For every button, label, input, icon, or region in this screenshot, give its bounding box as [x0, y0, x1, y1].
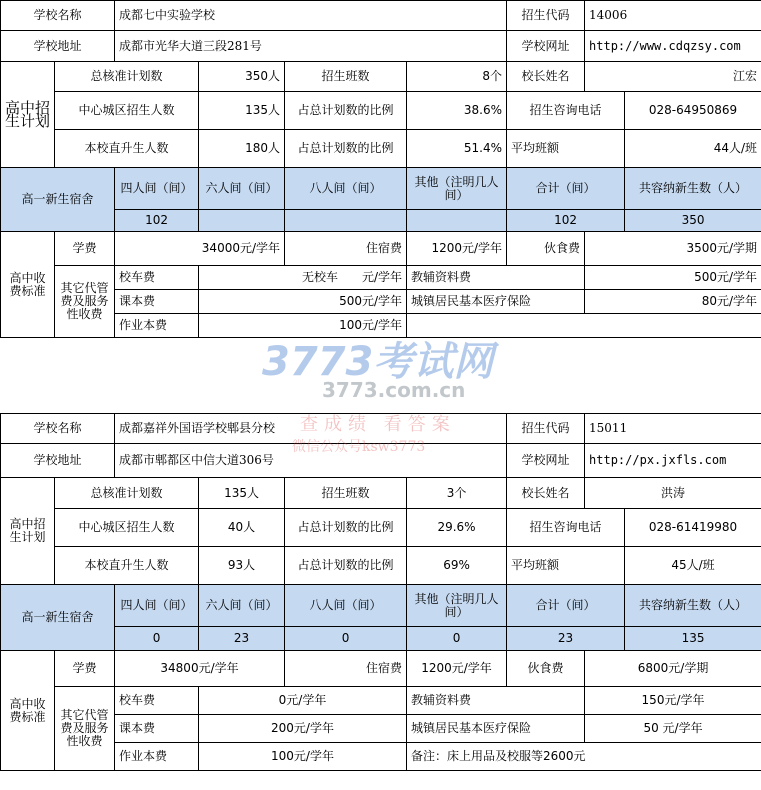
- enroll-code-value: 15011: [585, 414, 761, 444]
- dorm-value-capacity: 135: [625, 627, 761, 651]
- avg-class-value: 44人/班: [625, 130, 761, 168]
- dorm-value-6: 23: [199, 627, 285, 651]
- dorm-col-4: 四人间（间）: [115, 168, 199, 210]
- school-website-label: 学校网址: [507, 444, 585, 478]
- principal-label: 校长姓名: [507, 478, 585, 509]
- workbook-label: 作业本费: [115, 314, 199, 338]
- tuition-value: 34000元/学年: [115, 232, 285, 266]
- meals-label: 伙食费: [507, 232, 585, 266]
- central-ratio-label: 占总计划数的比例: [285, 92, 407, 130]
- school-table-2: [0, 413, 761, 771]
- direct-quota-label: 本校直升生人数: [55, 130, 199, 168]
- lodging-label: 住宿费: [285, 651, 407, 687]
- dorm-col-total: 合计（间）: [507, 585, 625, 627]
- dorm-value-4: 102: [115, 210, 199, 232]
- consult-phone-label: 招生咨询电话: [507, 92, 625, 130]
- dorm-value-capacity: 350: [625, 210, 761, 232]
- avg-class-label: 平均班额: [507, 130, 625, 168]
- insurance-label: 城镇居民基本医疗保险: [407, 715, 585, 743]
- note-value: [407, 314, 761, 338]
- bus-label: 校车费: [115, 266, 199, 290]
- central-quota-label: 中心城区招生人数: [55, 509, 199, 547]
- enroll-classes-label: 招生班数: [285, 478, 407, 509]
- central-ratio-value: 29.6%: [407, 509, 507, 547]
- enroll-classes-label: 招生班数: [285, 62, 407, 92]
- central-quota-value: 40人: [199, 509, 285, 547]
- direct-quota-label: 本校直升生人数: [55, 547, 199, 585]
- watermark-account: 微信公众号ksw3773: [292, 439, 426, 455]
- materials-label: 教辅资料费: [407, 266, 585, 290]
- consult-phone-value: 028-61419980: [625, 509, 761, 547]
- direct-quota-value: 93人: [199, 547, 285, 585]
- plan-group-label: 高中招生计划: [1, 62, 55, 168]
- insurance-value: 50 元/学年: [585, 715, 761, 743]
- watermark-logo: 3773考试网: [262, 339, 494, 385]
- dorm-value-6: [199, 210, 285, 232]
- dorm-col-8: 八人间（间）: [285, 585, 407, 627]
- dorm-value-other: [407, 210, 507, 232]
- dorm-value-8: 0: [285, 627, 407, 651]
- total-quota-value: 135人: [199, 478, 285, 509]
- dorm-col-other: 其他（注明几人间）: [407, 168, 507, 210]
- dorm-value-total: 102: [507, 210, 625, 232]
- textbook-value: 200元/学年: [199, 715, 407, 743]
- dorm-col-capacity: 共容纳新生数（人）: [625, 585, 761, 627]
- total-quota-label: 总核准计划数: [55, 478, 199, 509]
- school-address-value: 成都市光华大道三段281号: [115, 31, 507, 62]
- dorm-group-label: 高一新生宿舍: [1, 168, 115, 232]
- bus-value: 无校车 元/学年: [199, 266, 407, 290]
- materials-label: 教辅资料费: [407, 687, 585, 715]
- tuition-value: 34800元/学年: [115, 651, 285, 687]
- dorm-col-6: 六人间（间）: [199, 585, 285, 627]
- school-address-value: 成都市郫都区中信大道306号: [115, 444, 507, 478]
- workbook-label: 作业本费: [115, 743, 199, 771]
- other-fees-label: 其它代管费及服务性收费: [55, 266, 115, 338]
- direct-ratio-value: 69%: [407, 547, 507, 585]
- dorm-col-6: 六人间（间）: [199, 168, 285, 210]
- watermark-url: 3773.com.cn: [322, 378, 466, 402]
- school-website-value: http://px.jxfls.com: [585, 444, 761, 478]
- other-fees-label: 其它代管费及服务性收费: [55, 687, 115, 771]
- dorm-value-4: 0: [115, 627, 199, 651]
- central-quota-label: 中心城区招生人数: [55, 92, 199, 130]
- school-website-value: http://www.cdqzsy.com: [585, 31, 761, 62]
- direct-ratio-label: 占总计划数的比例: [285, 130, 407, 168]
- central-quota-value: 135人: [199, 92, 285, 130]
- textbook-label: 课本费: [115, 715, 199, 743]
- dorm-col-capacity: 共容纳新生数（人）: [625, 168, 761, 210]
- workbook-value: 100元/学年: [199, 314, 407, 338]
- school-address-label: 学校地址: [1, 444, 115, 478]
- meals-label: 伙食费: [507, 651, 585, 687]
- lodging-label: 住宿费: [285, 232, 407, 266]
- school-name-label: 学校名称: [1, 1, 115, 31]
- direct-ratio-label: 占总计划数的比例: [285, 547, 407, 585]
- school-address-label: 学校地址: [1, 31, 115, 62]
- insurance-label: 城镇居民基本医疗保险: [407, 290, 585, 314]
- lodging-value: 1200元/学年: [407, 232, 507, 266]
- textbook-value: 500元/学年: [199, 290, 407, 314]
- school-name-value: 成都七中实验学校: [115, 1, 507, 31]
- workbook-value: 100元/学年: [199, 743, 407, 771]
- consult-phone-value: 028-64950869: [625, 92, 761, 130]
- meals-value: 3500元/学期: [585, 232, 761, 266]
- enroll-classes-value: 3个: [407, 478, 507, 509]
- total-quota-value: 350人: [199, 62, 285, 92]
- dorm-value-total: 23: [507, 627, 625, 651]
- watermark-slogan: 查成绩 看答案: [300, 414, 456, 435]
- direct-quota-value: 180人: [199, 130, 285, 168]
- dorm-value-other: 0: [407, 627, 507, 651]
- enroll-code-label: 招生代码: [507, 1, 585, 31]
- principal-value: 洪涛: [585, 478, 761, 509]
- plan-group-label: 高中招生计划: [1, 478, 55, 585]
- principal-label: 校长姓名: [507, 62, 585, 92]
- materials-value: 150元/学年: [585, 687, 761, 715]
- enroll-classes-value: 8个: [407, 62, 507, 92]
- dorm-col-other: 其他（注明几人间）: [407, 585, 507, 627]
- school-name-value: 成都嘉祥外国语学校郫县分校: [115, 414, 507, 444]
- tuition-label: 学费: [55, 651, 115, 687]
- lodging-value: 1200元/学年: [407, 651, 507, 687]
- avg-class-value: 45人/班: [625, 547, 761, 585]
- enroll-code-label: 招生代码: [507, 414, 585, 444]
- insurance-value: 80元/学年: [585, 290, 761, 314]
- textbook-label: 课本费: [115, 290, 199, 314]
- materials-value: 500元/学年: [585, 266, 761, 290]
- direct-ratio-value: 51.4%: [407, 130, 507, 168]
- meals-value: 6800元/学期: [585, 651, 761, 687]
- school-name-label: 学校名称: [1, 414, 115, 444]
- school-website-label: 学校网址: [507, 31, 585, 62]
- principal-value: 江宏: [585, 62, 761, 92]
- dorm-value-8: [285, 210, 407, 232]
- avg-class-label: 平均班额: [507, 547, 625, 585]
- dorm-col-4: 四人间（间）: [115, 585, 199, 627]
- enroll-code-value: 14006: [585, 1, 761, 31]
- school-table-1: [0, 0, 761, 338]
- central-ratio-label: 占总计划数的比例: [285, 509, 407, 547]
- central-ratio-value: 38.6%: [407, 92, 507, 130]
- dorm-col-8: 八人间（间）: [285, 168, 407, 210]
- fee-group-label: 高中收费标准: [1, 651, 55, 771]
- note-value: 备注：床上用品及校服等2600元: [407, 743, 761, 771]
- bus-label: 校车费: [115, 687, 199, 715]
- consult-phone-label: 招生咨询电话: [507, 509, 625, 547]
- dorm-col-total: 合计（间）: [507, 168, 625, 210]
- fee-group-label: 高中收费标准: [1, 232, 55, 338]
- bus-value: 0元/学年: [199, 687, 407, 715]
- tuition-label: 学费: [55, 232, 115, 266]
- total-quota-label: 总核准计划数: [55, 62, 199, 92]
- dorm-group-label: 高一新生宿舍: [1, 585, 115, 651]
